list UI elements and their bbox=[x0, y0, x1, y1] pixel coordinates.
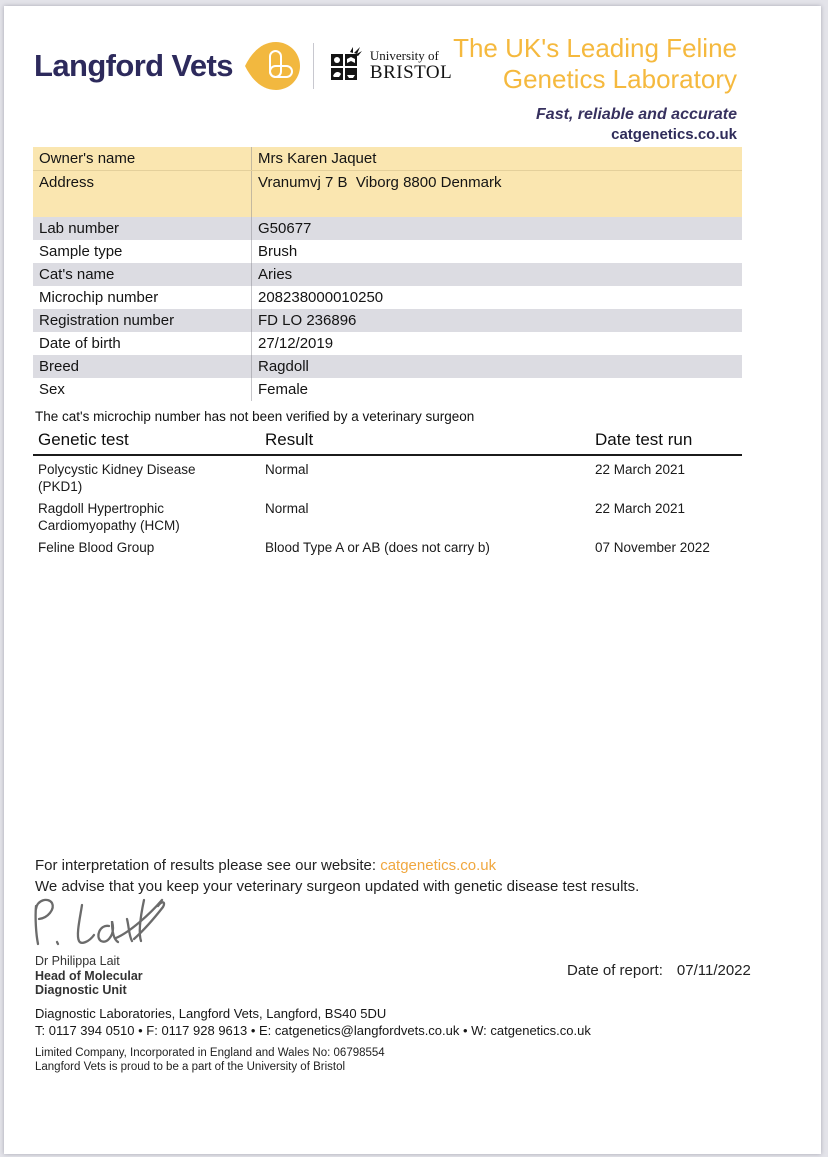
info-row bbox=[33, 378, 742, 401]
lab-contact-line: T: 0117 394 0510 • F: 0117 928 9613 • E: catgenetics@langfordvets.co.uk • W: catgenetics.co.uk bbox=[35, 1022, 591, 1038]
info-label: Owner's name bbox=[33, 147, 252, 170]
result-test: Polycystic Kidney Disease (PKD1) bbox=[38, 462, 196, 494]
info-label: Cat's name bbox=[33, 263, 252, 286]
info-label: Breed bbox=[33, 355, 252, 378]
signatory-name: Dr Philippa Lait bbox=[35, 954, 120, 968]
langford-drop-icon bbox=[241, 39, 301, 93]
signatory-block bbox=[35, 954, 143, 998]
info-label: Registration number bbox=[33, 309, 252, 332]
info-row bbox=[33, 355, 742, 378]
lab-contact-block bbox=[35, 1006, 591, 1039]
result-row bbox=[33, 534, 742, 556]
results-rows bbox=[33, 456, 742, 556]
company-line1: Limited Company, Incorporated in England and Wales No: 06798554 bbox=[35, 1047, 385, 1059]
report-date-value: 07/11/2022 bbox=[676, 962, 751, 979]
header-website: catgenetics.co.uk bbox=[611, 126, 737, 143]
info-row bbox=[33, 286, 742, 309]
info-label: Lab number bbox=[33, 217, 252, 240]
results-header-row bbox=[33, 430, 742, 456]
result-test: Feline Blood Group bbox=[38, 540, 155, 555]
advice-line: We advise that you keep your veterinary surgeon updated with genetic disease test results. bbox=[35, 878, 640, 895]
bristol-university-of: University of bbox=[369, 48, 439, 64]
bristol-crest-icon bbox=[330, 47, 362, 86]
langford-vets-logo-text: Langford Vets bbox=[34, 48, 233, 83]
info-value: Aries bbox=[258, 266, 293, 283]
lab-address: Diagnostic Laboratories, Langford Vets, Langford, BS40 5DU bbox=[35, 1006, 387, 1021]
results-header-result: Result bbox=[265, 430, 314, 449]
info-value: Mrs Karen Jaquet bbox=[258, 150, 377, 167]
info-label: Sex bbox=[33, 378, 252, 401]
info-value: G50677 bbox=[258, 220, 312, 237]
info-label: Microchip number bbox=[33, 286, 252, 309]
tagline: Fast, reliable and accurate bbox=[536, 106, 737, 123]
info-value: Brush bbox=[258, 243, 298, 260]
info-value: Vranumvj 7 B Viborg 8800 Denmark bbox=[258, 174, 502, 191]
info-row bbox=[33, 332, 742, 355]
company-line2: Langford Vets is proud to be a part of the University of Bristol bbox=[35, 1060, 346, 1073]
interpretation-text: For interpretation of results please see our website: bbox=[35, 857, 381, 874]
info-value: 208238000010250 bbox=[258, 289, 384, 306]
result-date: 22 March 2021 bbox=[595, 462, 686, 477]
info-row bbox=[33, 217, 742, 240]
result-value: Normal bbox=[265, 501, 309, 516]
header-logos bbox=[34, 36, 452, 96]
info-row bbox=[33, 263, 742, 286]
info-table bbox=[33, 147, 742, 401]
report-date-label: Date of report: bbox=[567, 962, 663, 979]
report-page bbox=[4, 6, 821, 1154]
info-value: Ragdoll bbox=[258, 358, 309, 375]
microchip-note: The cat's microchip number has not been verified by a veterinary surgeon bbox=[35, 409, 475, 424]
info-label: Address bbox=[33, 171, 252, 217]
results-table bbox=[33, 430, 742, 556]
website-link[interactable]: catgenetics.co.uk bbox=[380, 857, 497, 874]
bristol-name: BRISTOL bbox=[369, 61, 453, 83]
info-row bbox=[33, 240, 742, 263]
info-row bbox=[33, 147, 742, 171]
lab-title-line1: The UK's Leading Feline bbox=[453, 33, 737, 63]
result-date: 22 March 2021 bbox=[595, 501, 686, 516]
result-row bbox=[33, 456, 742, 495]
logo-divider bbox=[313, 43, 314, 89]
signature-image bbox=[26, 892, 191, 955]
result-value: Blood Type A or AB (does not carry b) bbox=[265, 540, 490, 555]
signatory-role-line2: Diagnostic Unit bbox=[35, 983, 127, 997]
lab-title bbox=[453, 33, 737, 95]
info-row bbox=[33, 171, 742, 217]
bristol-logo bbox=[330, 47, 452, 86]
results-header-test: Genetic test bbox=[38, 430, 129, 449]
result-row bbox=[33, 495, 742, 534]
report-date bbox=[567, 962, 751, 979]
results-header-date: Date test run bbox=[595, 430, 693, 449]
info-label: Date of birth bbox=[33, 332, 252, 355]
info-value: 27/12/2019 bbox=[258, 335, 334, 352]
interpretation-line bbox=[35, 857, 496, 874]
info-value: Female bbox=[258, 381, 309, 398]
result-date: 07 November 2022 bbox=[595, 540, 710, 555]
header-titles bbox=[453, 33, 737, 143]
result-value: Normal bbox=[265, 462, 309, 477]
info-label: Sample type bbox=[33, 240, 252, 263]
info-row bbox=[33, 309, 742, 332]
info-value: FD LO 236896 bbox=[258, 312, 357, 329]
company-block bbox=[35, 1047, 385, 1074]
lab-title-line2: Genetics Laboratory bbox=[502, 64, 737, 94]
result-test: Ragdoll Hypertrophic Cardiomyopathy (HCM) bbox=[38, 501, 180, 533]
signatory-role-line1: Head of Molecular bbox=[35, 968, 143, 983]
bristol-logo-text bbox=[370, 49, 452, 83]
